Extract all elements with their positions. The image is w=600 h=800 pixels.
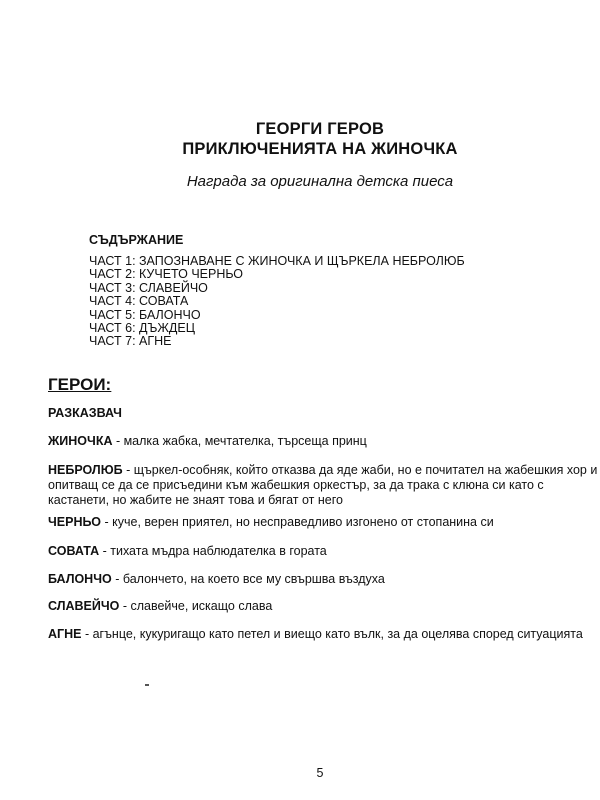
character-entry-baloncho (48, 572, 600, 587)
heroes-heading (48, 375, 111, 395)
toc-item: ЧАСТ 1: ЗАПОЗНАВАНЕ С ЖИНОЧКА И ЩЪРКЕЛА НЕБРОЛЮБ (89, 254, 465, 268)
author-name: ГЕОРГИ ГЕРОВ (255, 120, 385, 138)
scan-speck (145, 684, 149, 686)
heroes-heading-colon: : (105, 375, 112, 394)
character-entry-chernyo (48, 515, 600, 530)
play-title: ПРИКЛЮЧЕНИЯТА НА ЖИНОЧКА (182, 140, 458, 158)
toc-heading: СЪДЪРЖАНИЕ (89, 233, 184, 247)
award-subtitle: Награда за оригинална детска пиеса (186, 173, 454, 190)
toc-list (89, 255, 465, 349)
character-narrator: РАЗКАЗВАЧ (48, 406, 122, 420)
character-description: - щъркел-особняк, който отказва да яде жаби, но е почитател на жабешкия хор и опитващ се да се присъедини към жабешкия оркестър, за да трака с клюна си като с кастанети, но жабите не знаят това и бягат от него (48, 463, 598, 507)
heroes-heading-text: ГЕРОИ (48, 375, 106, 394)
character-entry-nebrolyub (48, 463, 600, 508)
character-description: - малка жабка, мечтателка, търсеща принц (112, 434, 367, 448)
character-entry-sovata (48, 544, 600, 559)
character-description: - куче, верен приятел, но несправедливо изгонено от стопанина си (101, 515, 494, 529)
toc-item: ЧАСТ 6: ДЪЖДЕЦ (89, 321, 195, 336)
character-entry-slaveycho (48, 599, 600, 614)
character-name: АГНЕ (48, 627, 82, 641)
page-number: 5 (316, 766, 324, 780)
character-entry-zhinochka (48, 434, 600, 449)
character-name: ЖИНОЧКА (48, 434, 113, 448)
toc-item: ЧАСТ 4: СОВАТА (89, 294, 189, 309)
character-name: НЕБРОЛЮБ (48, 463, 123, 477)
character-entry-agne (48, 627, 600, 642)
character-description: - балончето, на което все му свършва въздуха (111, 572, 385, 586)
character-description: - славейче, искащо слава (119, 599, 273, 613)
toc-item: ЧАСТ 7: АГНЕ (89, 334, 172, 349)
toc-item: ЧАСТ 5: БАЛОНЧО (89, 307, 201, 322)
character-name: БАЛОНЧО (48, 572, 112, 586)
character-description: - агънце, кукуригащо като петел и виещо като вълк, за да оцелява според ситуацията (81, 627, 583, 641)
character-description: - тихата мъдра наблюдателка в гората (99, 544, 327, 558)
toc-item: ЧАСТ 3: СЛАВЕЙЧО (89, 280, 208, 295)
character-name: СОВАТА (48, 544, 100, 558)
character-name: ЧЕРНЬО (48, 515, 102, 529)
character-name: СЛАВЕЙЧО (48, 599, 120, 613)
toc-item: ЧАСТ 2: КУЧЕТО ЧЕРНЬО (89, 267, 243, 282)
